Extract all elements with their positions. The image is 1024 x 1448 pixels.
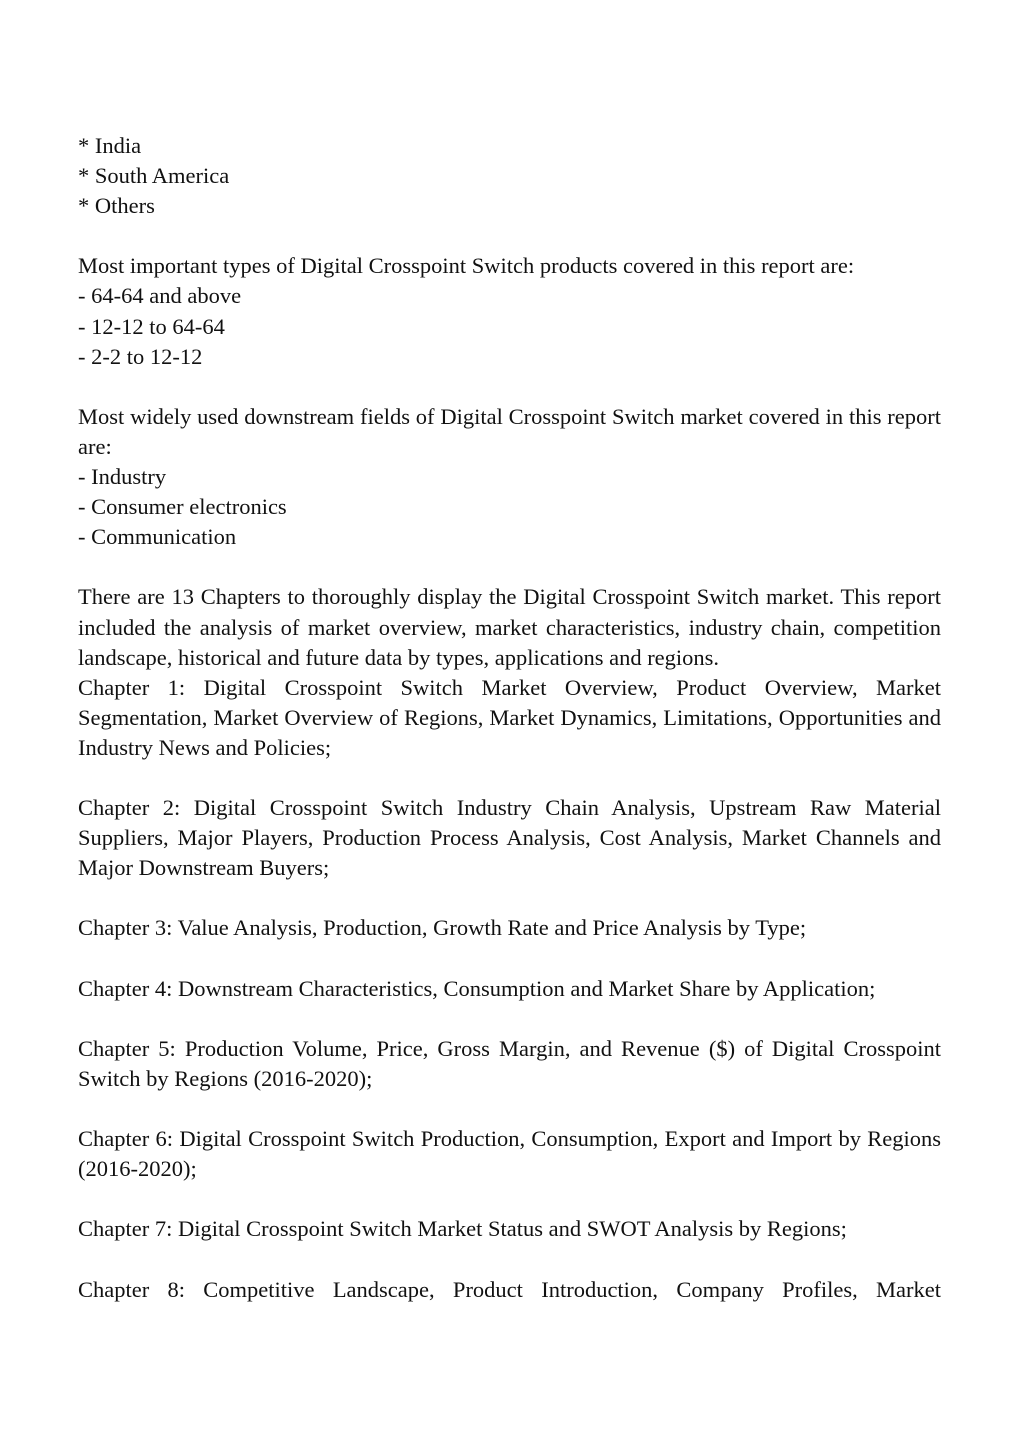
list-item: - Consumer electronics [78, 494, 287, 520]
chapter-8: Chapter 8: Competitive Landscape, Product Introduction, Company Profiles, Market [78, 1276, 941, 1302]
list-item: - 2-2 to 12-12 [78, 343, 203, 369]
paragraph-gap [78, 1244, 941, 1274]
chapter-5: Chapter 5: Production Volume, Price, Gross Margin, and Revenue ($) of Digital Crosspoint Switch by Regions (2016-2020); [78, 1035, 941, 1091]
list-item: * South America [78, 163, 230, 189]
list-item: * Others [78, 193, 155, 219]
chapter-6: Chapter 6: Digital Crosspoint Switch Production, Consumption, Export and Import by Regions (2016-2020); [78, 1126, 941, 1182]
types-intro: Most important types of Digital Crosspoint Switch products covered in this report are: [78, 253, 855, 279]
paragraph-gap [78, 552, 941, 582]
paragraph-gap [78, 1184, 941, 1214]
paragraph-gap [78, 221, 941, 251]
list-item: - 64-64 and above [78, 283, 242, 309]
chapter-4: Chapter 4: Downstream Characteristics, Consumption and Market Share by Application; [78, 975, 876, 1001]
regions-list [78, 131, 941, 221]
paragraph-gap [78, 883, 941, 913]
list-item: - Communication [78, 524, 237, 550]
document-page [78, 131, 941, 1305]
applications-intro: Most widely used downstream fields of Digital Crosspoint Switch market covered in this report are: [78, 403, 941, 459]
chapter-7: Chapter 7: Digital Crosspoint Switch Market Status and SWOT Analysis by Regions; [78, 1216, 847, 1242]
chapter-2: Chapter 2: Digital Crosspoint Switch Industry Chain Analysis, Upstream Raw Material Suppliers, Major Players, Production Process Analysis, Cost Analysis, Market Channels and Major Downstream Buyers; [78, 795, 941, 881]
chapter-3: Chapter 3: Value Analysis, Production, Growth Rate and Price Analysis by Type; [78, 915, 807, 941]
list-item: - Industry [78, 464, 167, 490]
chapter-1: Chapter 1: Digital Crosspoint Switch Market Overview, Product Overview, Market Segmentation, Market Overview of Regions, Market Dynamics, Limitations, Opportunities and Industry News and Policies; [78, 674, 941, 760]
paragraph-gap [78, 1094, 941, 1124]
list-item: - 12-12 to 64-64 [78, 313, 225, 339]
types-section [78, 251, 941, 371]
paragraph-gap [78, 1004, 941, 1034]
paragraph-gap [78, 372, 941, 402]
overview-paragraph: There are 13 Chapters to thoroughly display the Digital Crosspoint Switch market. This report included the analysis of market overview, market characteristics, industry chain, competition landscape, historical and future data by types, applications and regions. [78, 584, 941, 670]
list-item: * India [78, 133, 142, 158]
paragraph-gap [78, 763, 941, 793]
applications-section [78, 402, 941, 552]
paragraph-gap [78, 944, 941, 974]
